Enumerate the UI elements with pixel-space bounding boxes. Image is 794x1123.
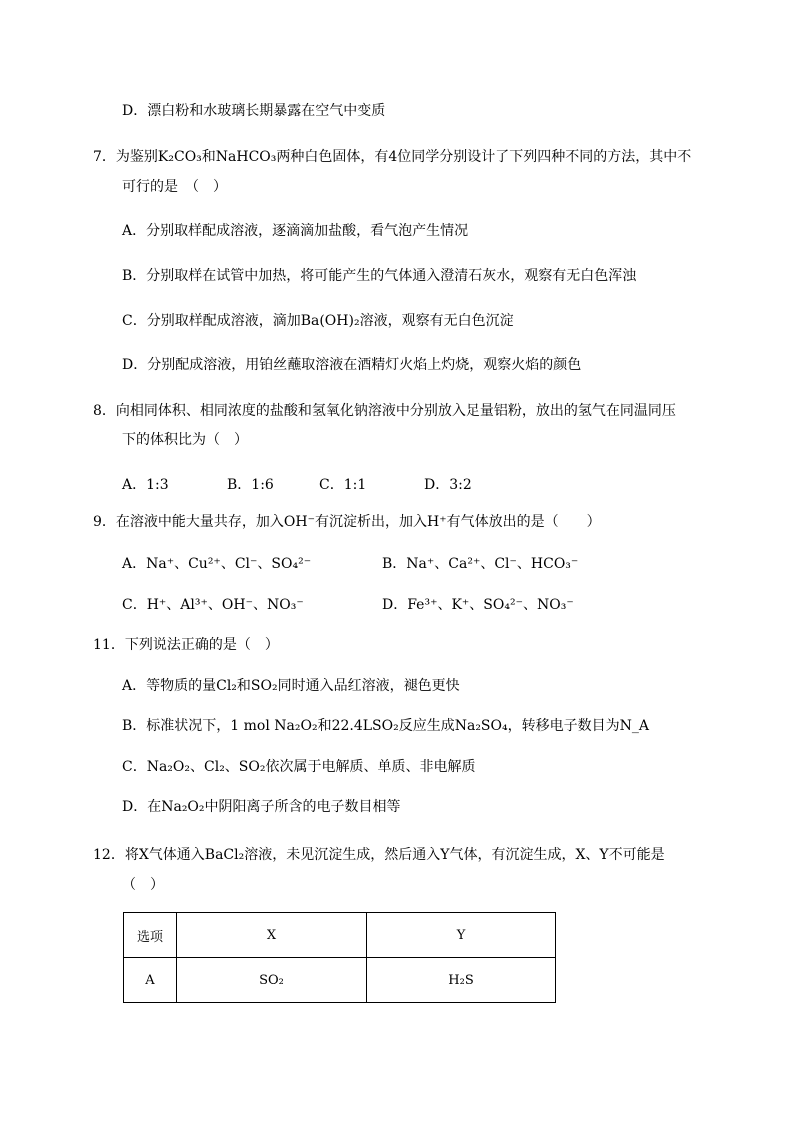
q9-option-a: A．Na⁺、Cu²⁺、Cl⁻、SO₄²⁻ — [122, 556, 312, 572]
q11-option-d: D．在Na₂O₂中阴阳离子所含的电子数目相等 — [122, 799, 401, 815]
q9-option-b: B．Na⁺、Ca²⁺、Cl⁻、HCO₃⁻ — [382, 556, 579, 572]
table-cell: A — [124, 958, 177, 1003]
q6-option-d: D．漂白粉和水玻璃长期暴露在空气中变质 — [122, 103, 386, 119]
q8-stem-line2: 下的体积比为（ ） — [122, 432, 248, 448]
q7-option-d: D．分别配成溶液，用铂丝蘸取溶液在酒精灯火焰上灼烧，观察火焰的颜色 — [122, 357, 582, 373]
q7-option-c: C．分别取样配成溶液，滴加Ba(OH)₂溶液，观察有无白色沉淀 — [122, 313, 514, 329]
q8-option-b: B．1:6 — [227, 477, 274, 493]
q11-option-b: B．标准状况下，1 mol Na₂O₂和22.4LSO₂反应生成Na₂SO₄，转移电子数目为N_A — [122, 718, 649, 734]
q7-option-a: A．分别取样配成溶液，逐滴滴加盐酸，看气泡产生情况 — [122, 223, 469, 239]
table-header-cell: X — [177, 913, 367, 958]
q7-option-b: B．分别取样在试管中加热，将可能产生的气体通入澄清石灰水，观察有无白色浑浊 — [122, 268, 637, 284]
q12-table — [123, 912, 556, 1003]
q12-stem-line2: （ ） — [122, 877, 164, 893]
q11-option-a: A．等物质的量Cl₂和SO₂同时通入品红溶液，褪色更快 — [122, 678, 460, 694]
table-cell: H₂S — [367, 958, 556, 1003]
q8-option-d: D．3:2 — [424, 477, 472, 493]
table-row — [124, 958, 556, 1003]
table-cell: SO₂ — [177, 958, 367, 1003]
q8-option-c: C．1:1 — [319, 477, 367, 493]
q7-stem-line2: 可行的是 （ ） — [122, 179, 227, 195]
q8-option-a: A．1:3 — [122, 477, 169, 493]
table-header-cell: Y — [367, 913, 556, 958]
q9-stem: 9．在溶液中能大量共存，加入OH⁻有沉淀析出，加入H⁺有气体放出的是（ ） — [93, 514, 601, 530]
q11-option-c: C．Na₂O₂、Cl₂、SO₂依次属于电解质、单质、非电解质 — [122, 759, 476, 775]
q11-stem: 11．下列说法正确的是（ ） — [93, 637, 279, 653]
table-header-row — [124, 913, 556, 958]
table-header-cell: 选项 — [124, 913, 177, 958]
q12-stem-line1: 12．将X气体通入BaCl₂溶液，未见沉淀生成，然后通入Y气体，有沉淀生成，X、Y不可能是 — [93, 847, 665, 863]
q8-stem-line1: 8．向相同体积、相同浓度的盐酸和氢氧化钠溶液中分别放入足量铝粉，放出的氢气在同温同压 — [93, 403, 676, 419]
q7-stem-line1: 7．为鉴别K₂CO₃和NaHCO₃两种白色固体，有4位同学分别设计了下列四种不同的方法，其中不 — [93, 149, 692, 165]
q9-option-c: C．H⁺、Al³⁺、OH⁻、NO₃⁻ — [122, 597, 304, 613]
q9-option-d: D．Fe³⁺、K⁺、SO₄²⁻、NO₃⁻ — [382, 597, 574, 613]
